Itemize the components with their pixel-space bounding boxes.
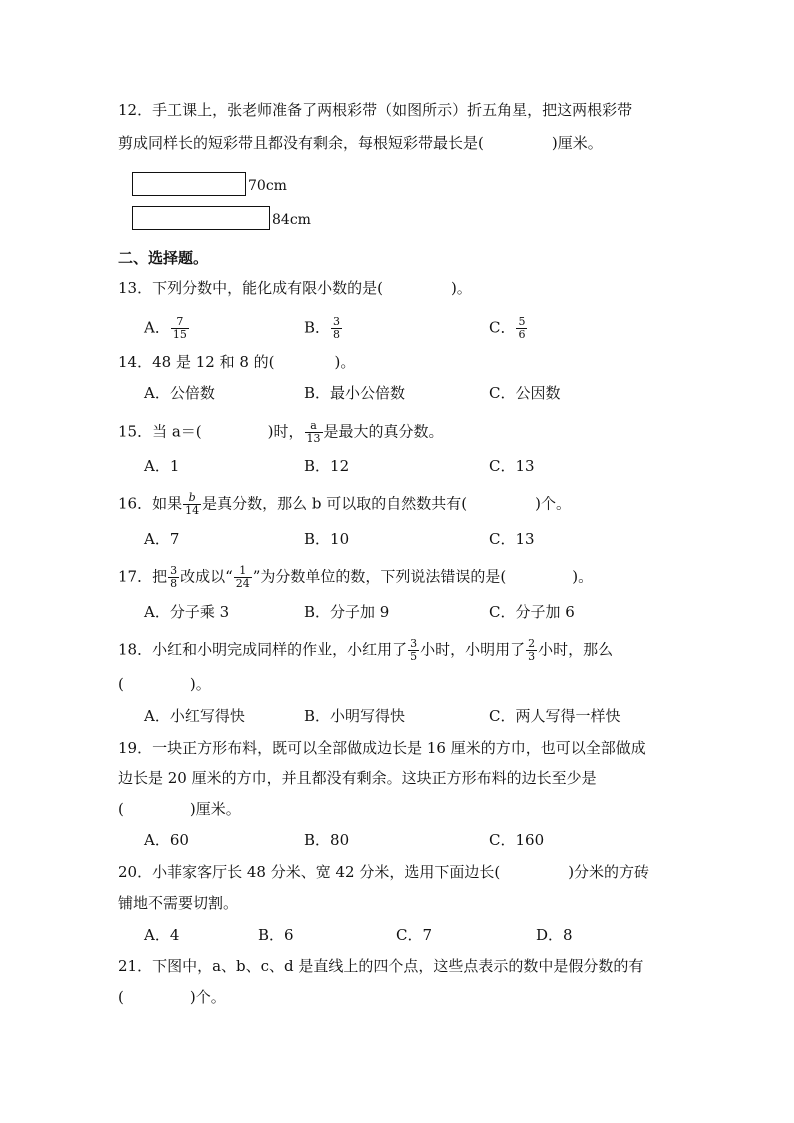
q16-option-a[interactable]: A．7: [144, 530, 180, 548]
q19-line2: 边长是 20 厘米的方巾，并且都没有剩余。这块正方形布料的边长至少是: [118, 769, 597, 787]
fraction-numerator: 5: [518, 315, 526, 328]
q13-option-b[interactable]: [304, 316, 343, 341]
fraction-numerator: 3: [410, 637, 418, 650]
ribbon-70-diagram: [132, 172, 246, 196]
paren-open: (: [118, 988, 124, 1006]
q18-text-mid: 小时，小明用了: [420, 640, 526, 659]
q17-option-a[interactable]: A．分子乘 3: [144, 603, 230, 621]
q20-text: 20．小菲家客厅长 48 分米、宽 42 分米，选用下面边长(: [118, 863, 501, 881]
q20-option-c[interactable]: C．7: [396, 926, 433, 944]
paren-close: )厘米。: [189, 800, 241, 818]
fraction-denominator: 6: [518, 328, 526, 341]
fraction-numerator: b: [188, 491, 196, 504]
q20-option-b[interactable]: B．6: [258, 926, 294, 944]
q15-option-b[interactable]: B．12: [304, 457, 350, 475]
paren-close: )个。: [189, 988, 226, 1006]
fraction: [526, 638, 537, 663]
q12-line2-start: 剪成同样长的短彩带且都没有剩余，每根短彩带最长是(: [118, 134, 484, 152]
fraction-numerator: 2: [528, 637, 536, 650]
q15-text-mid: )时，: [267, 422, 304, 441]
q13-option-a[interactable]: [144, 316, 190, 341]
q15-stem: [118, 420, 444, 445]
fraction: [171, 316, 189, 341]
q12-line2: [118, 133, 603, 153]
q18-option-c[interactable]: C．两人写得一样快: [489, 707, 621, 725]
q20-text-end: )分米的方砖: [568, 863, 650, 881]
q14-stem: [118, 352, 355, 372]
ribbon-84-label: 84cm: [272, 212, 311, 228]
q20-line1: [118, 862, 649, 882]
fraction: [331, 316, 342, 341]
q14-option-c[interactable]: C．公因数: [489, 384, 561, 402]
paren-open: (: [118, 675, 124, 693]
q21-line2: [118, 987, 226, 1007]
q19-option-b[interactable]: B．80: [304, 831, 350, 849]
q14-option-b[interactable]: B．最小公倍数: [304, 384, 406, 402]
fraction: [168, 565, 179, 590]
q20-line2: 铺地不需要切割。: [118, 894, 239, 912]
q18-option-b[interactable]: B．小明写得快: [304, 707, 406, 725]
q19-line1: 19．一块正方形布料，既可以全部做成边长是 16 厘米的方巾，也可以全部做成: [118, 739, 646, 757]
fraction-denominator: 8: [333, 328, 341, 341]
q17-text-mid2: ”为分数单位的数，下列说法错误的是(: [252, 567, 507, 586]
fraction-denominator: 8: [170, 577, 178, 590]
q13-option-c[interactable]: [489, 316, 528, 341]
fraction: [234, 565, 252, 590]
section-title: 二、选择题。: [118, 249, 209, 267]
fraction-denominator: 15: [172, 328, 187, 341]
fraction-numerator: a: [310, 419, 317, 432]
q18-text: 18．小红和小明完成同样的作业，小红用了: [118, 640, 408, 659]
q21-line1: 21．下图中，a、b、c、d 是直线上的四个点，这些点表示的数中是假分数的有: [118, 957, 644, 975]
fraction-numerator: 7: [176, 315, 184, 328]
fraction-denominator: 24: [235, 577, 250, 590]
q16-option-b[interactable]: B．10: [304, 530, 350, 548]
q18-text-end: 小时，那么: [538, 640, 614, 659]
paren-close: )。: [189, 675, 211, 693]
fraction: [516, 316, 527, 341]
q16-text-end: )个。: [535, 494, 571, 513]
fraction-denominator: 13: [306, 432, 321, 445]
fraction: [408, 638, 419, 663]
q19-option-a[interactable]: A．60: [144, 831, 189, 849]
q13-text: 13．下列分数中，能化成有限小数的是(: [118, 279, 383, 297]
q16-text: 16．如果: [118, 494, 183, 513]
q20-option-a[interactable]: A．4: [144, 926, 180, 944]
q13-stem: [118, 278, 472, 298]
fraction-denominator: 5: [410, 650, 418, 663]
fraction: [305, 420, 323, 445]
q17-option-b[interactable]: B．分子加 9: [304, 603, 390, 621]
q15-text: 15．当 a＝(: [118, 422, 202, 441]
q12-line2-end: )厘米。: [551, 134, 603, 152]
q18-line2: [118, 674, 211, 694]
q18-option-a[interactable]: A．小红写得快: [144, 707, 245, 725]
q19-option-c[interactable]: C．160: [489, 831, 545, 849]
q17-stem: [118, 565, 593, 590]
fraction-denominator: 3: [528, 650, 536, 663]
q16-option-c[interactable]: C．13: [489, 530, 535, 548]
fraction: [183, 492, 201, 517]
q16-text-mid: 是真分数，那么 b 可以取的自然数共有(: [202, 494, 468, 513]
q15-text-end: 是最大的真分数。: [323, 422, 444, 441]
q17-text: 17．把: [118, 567, 168, 586]
q15-option-c[interactable]: C．13: [489, 457, 535, 475]
option-label: A．: [144, 318, 170, 337]
ribbon-84-diagram: [132, 206, 270, 230]
option-label: C．: [489, 318, 516, 337]
q18-stem: [118, 638, 613, 663]
q20-option-d[interactable]: D．8: [536, 926, 573, 944]
q14-text-end: )。: [334, 353, 356, 371]
fraction-numerator: 3: [333, 315, 341, 328]
fraction-numerator: 1: [239, 564, 247, 577]
q14-text: 14．48 是 12 和 8 的(: [118, 353, 275, 371]
q17-option-c[interactable]: C．分子加 6: [489, 603, 575, 621]
fraction-denominator: 14: [185, 504, 200, 517]
q15-option-a[interactable]: A．1: [144, 457, 180, 475]
ribbon-70-label: 70cm: [248, 178, 287, 194]
q13-text-end: )。: [450, 279, 472, 297]
q19-line3: [118, 799, 241, 819]
q16-stem: [118, 492, 571, 517]
q17-text-end: )。: [572, 567, 594, 586]
option-label: B．: [304, 318, 331, 337]
q12-line1: 12．手工课上，张老师准备了两根彩带（如图所示）折五角星，把这两根彩带: [118, 101, 633, 119]
q14-option-a[interactable]: A．公倍数: [144, 384, 215, 402]
fraction-numerator: 3: [170, 564, 178, 577]
paren-open: (: [118, 800, 124, 818]
q17-text-mid: 改成以“: [180, 567, 233, 586]
